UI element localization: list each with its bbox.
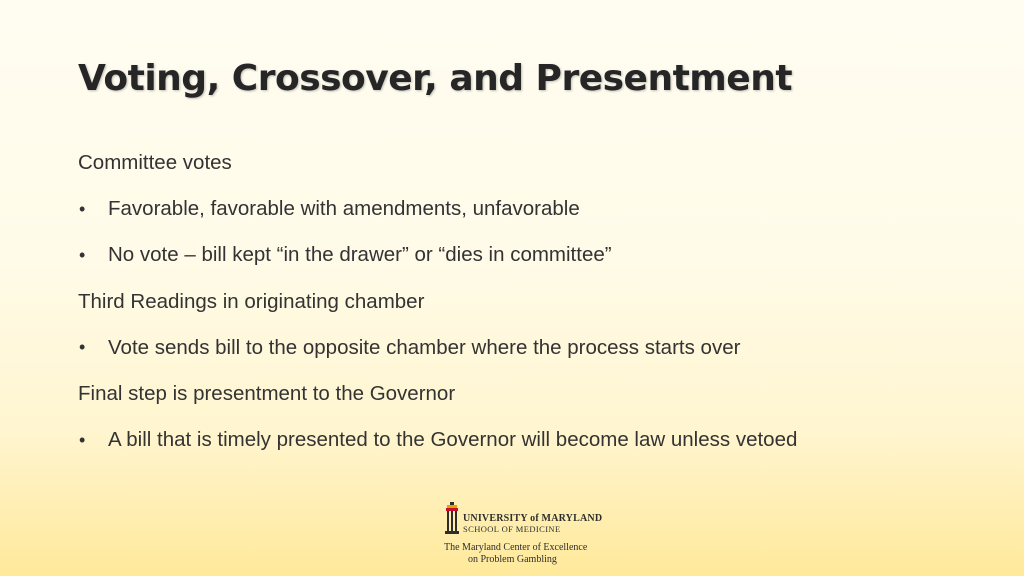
list-item bbox=[78, 140, 978, 186]
logo-center-subtext: on Problem Gambling bbox=[468, 554, 557, 565]
line-text: Third Readings in originating chamber bbox=[78, 289, 425, 313]
line-text: Favorable, favorable with amendments, unfavorable bbox=[108, 197, 580, 221]
line-text: No vote – bill kept “in the drawer” or “dies in committee” bbox=[108, 243, 612, 267]
list-item bbox=[78, 186, 978, 232]
list-item bbox=[78, 232, 978, 278]
list-item bbox=[78, 279, 978, 325]
logo-school-text: SCHOOL OF MEDICINE bbox=[463, 524, 561, 534]
slide-title: Voting, Crossover, and Presentment bbox=[78, 58, 793, 99]
list-item bbox=[78, 371, 978, 417]
bullet-icon: • bbox=[79, 337, 86, 358]
university-seal-icon bbox=[444, 502, 460, 536]
list-item bbox=[78, 417, 978, 463]
logo-university-text: UNIVERSITY of MARYLAND bbox=[463, 513, 603, 524]
line-text: Final step is presentment to the Governor bbox=[78, 382, 456, 406]
logo-center-text: The Maryland Center of Excellence bbox=[444, 542, 588, 553]
bullet-icon: • bbox=[79, 429, 86, 450]
bullet-icon: • bbox=[79, 198, 86, 219]
line-text: A bill that is timely presented to the Governor will become law unless vetoed bbox=[108, 428, 798, 452]
line-text: Committee votes bbox=[78, 151, 232, 175]
list-item bbox=[78, 325, 978, 371]
bullet-icon: • bbox=[79, 244, 86, 265]
slide-body bbox=[78, 140, 978, 463]
line-text: Vote sends bill to the opposite chamber where the process starts over bbox=[108, 335, 741, 359]
university-logo bbox=[444, 502, 603, 568]
